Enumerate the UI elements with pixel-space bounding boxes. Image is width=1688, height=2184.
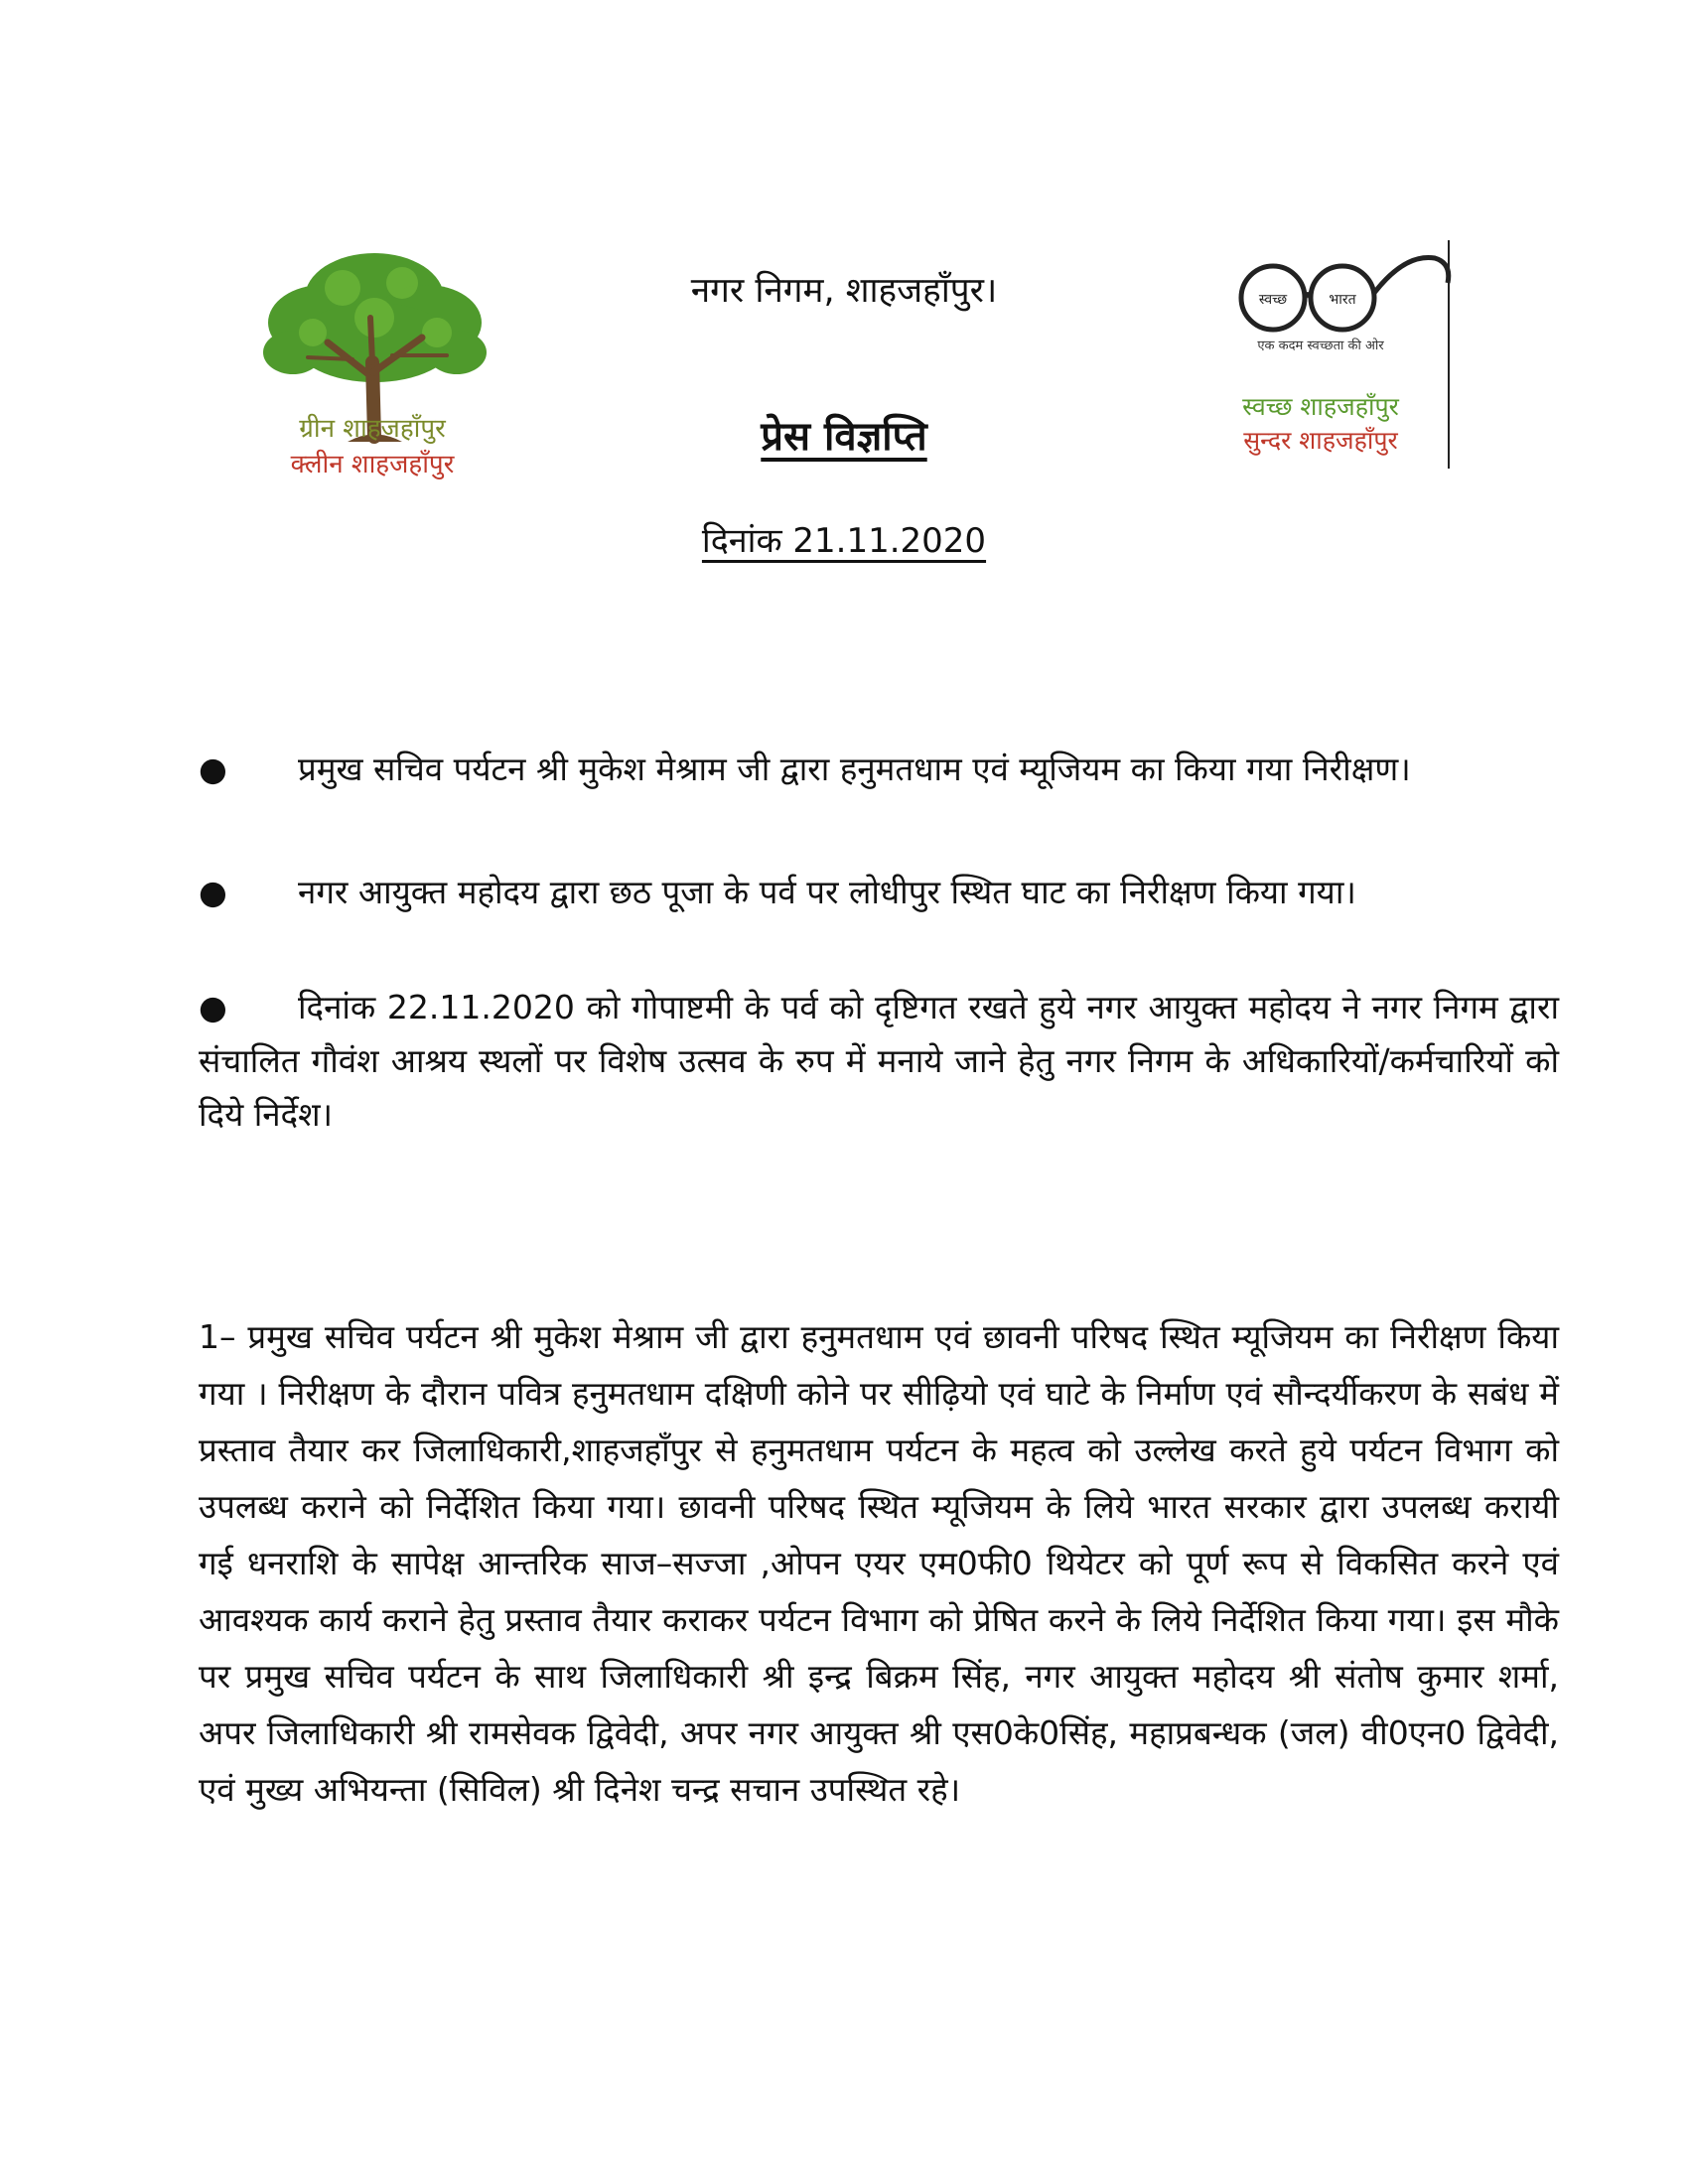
document-title: प्रेस विज्ञप्ति	[761, 414, 927, 460]
logo-tagline: एक कदम स्वच्छता की ओर	[1257, 339, 1384, 353]
main-paragraph: 1– प्रमुख सचिव पर्यटन श्री मुकेश मेश्राम जी द्वारा हनुमतधाम एवं छावनी परिषद स्थित म्यूजियम का निरीक्षण किया गया । निरीक्षण के दौरान पवित्र हनुमतधाम दक्षिणी कोने पर सीढ़ियो एवं घाटे के निर्माण एवं सौन्दर्यीकरण के सबंध में प्रस्ताव तैयार कर जिलाधिकारी,शाहजहाँपुर से हनुमतधाम पर्यटन के महत्व को उल्लेख करते हुये पर्यटन विभाग को उपलब्ध कराने को निर्देशित किया गया। छावनी परिषद स्थित म्यूजियम के लिये भारत सरकार द्वारा उपलब्ध करायी गई धनराशि के सापेक्ष आन्तरिक साज–सज्जा ,ओपन एयर एम0फी0 थियेटर को पूर्ण रूप से विकसित करने एवं आवश्यक कार्य कराने हेतु प्रस्ताव तैयार कराकर पर्यटन विभाग को प्रेषित करने के लिये निर्देशित किया गया। इस मौके पर प्रमुख सचिव पर्यटन के साथ जिलाधिकारी श्री इन्द्र बिक्रम सिंह, नगर आयुक्त महोदय श्री संतोष कुमार शर्मा, अपर जिलाधिकारी श्री रामसेवक द्विवेदी, अपर नगर आयुक्त श्री एस0के0सिंह, महाप्रबन्धक (जल) वी0एन0 द्विवेदी, एवं मुख्य अभियन्ता (सिविल) श्री दिनेश चन्द्र सचान उपस्थित रहे।	[199, 1317, 1559, 1809]
bullet-item	[199, 981, 1559, 1142]
logo-line-clean: क्लीन शाहजहाँपुर	[290, 450, 455, 479]
document-date: दिनांक 21.11.2020	[701, 521, 987, 561]
right-lens-text: भारत	[1329, 292, 1356, 308]
bullet-text: नगर आयुक्त महोदय द्वारा छठ पूजा के पर्व पर लोधीपुर स्थित घाट का निरीक्षण किया गया।	[298, 873, 1356, 911]
bullet-item	[199, 866, 1559, 919]
bullet-item	[199, 743, 1559, 796]
bullet-marker: ●	[199, 873, 227, 911]
bullet-text: दिनांक 22.11.2020 को गोपाष्टमी के पर्व को दृष्टिगत रखते हुये नगर आयुक्त महोदय ने नगर निगम द्वारा संचालित गौवंश आश्रय स्थलों पर विशेष उत्सव के रुप में मनाये जाने हेतु नगर निगम के अधिकारियों/कर्मचारियों को दिये निर्देश।	[199, 988, 1559, 1134]
logo-line-sundar: सुन्दर शाहजहाँपुर	[1243, 426, 1398, 455]
logo-line-swachh: स्वच्छ शाहजहाँपुर	[1242, 392, 1399, 421]
bullet-marker: ●	[199, 988, 227, 1026]
bullet-marker: ●	[199, 750, 227, 788]
logo-line-green: ग्रीन शाहजहाँपुर	[299, 414, 446, 444]
header-divider	[1448, 240, 1450, 469]
organization-name: नगर निगम, शाहजहाँपुर।	[690, 271, 998, 311]
bullet-text: प्रमुख सचिव पर्यटन श्री मुकेश मेश्राम जी द्वारा हनुमतधाम एवं म्यूजियम का किया गया निरीक्षण।	[298, 750, 1411, 788]
swachh-bharat-glasses-icon	[1231, 243, 1455, 338]
left-lens-text: स्वच्छ	[1258, 292, 1288, 308]
swachh-bharat-logo	[1231, 243, 1455, 338]
